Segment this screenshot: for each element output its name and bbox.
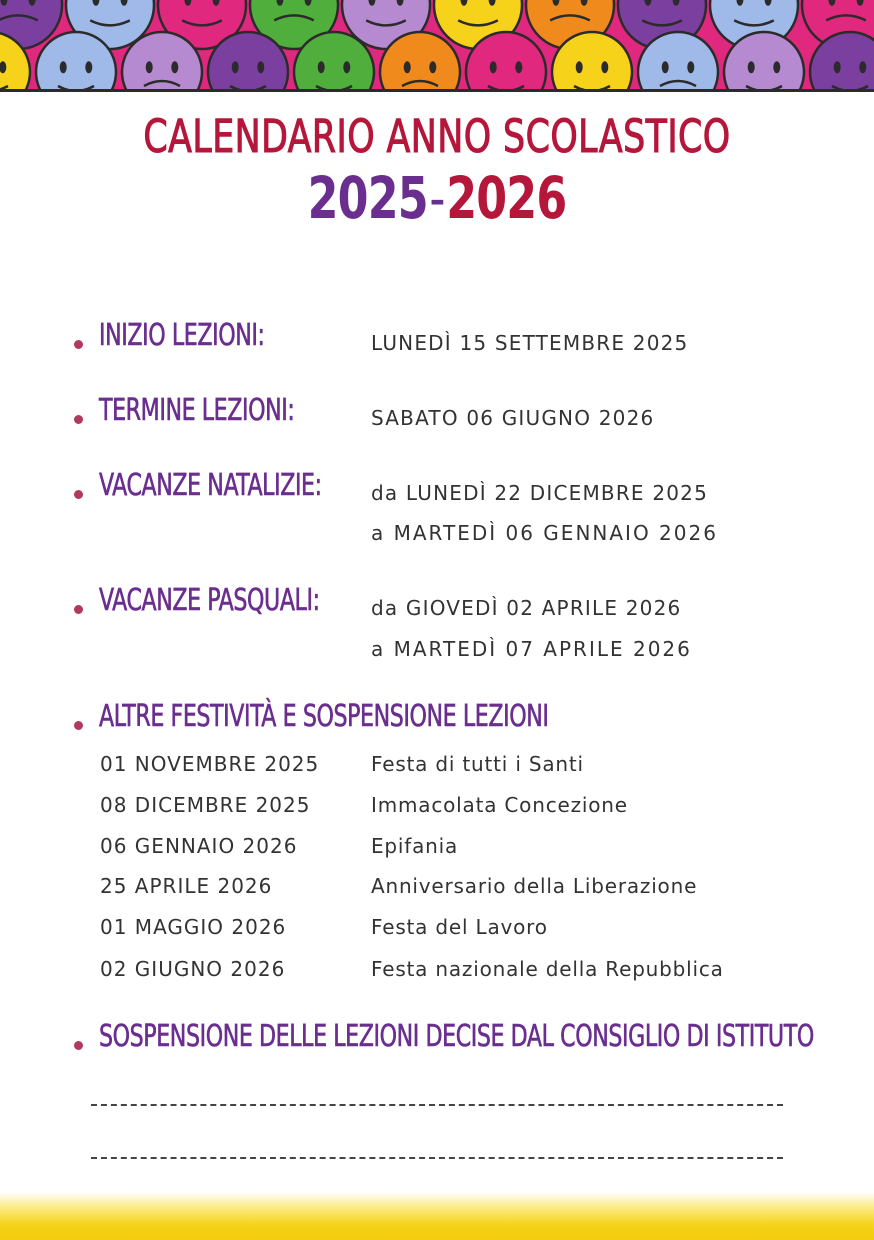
emoji-faces-icon [0,0,874,89]
holiday-date: 01 NOVEMBRE 2025 [100,752,320,776]
value-natale-end: a MARTEDÌ 06 GENNAIO 2026 [371,521,718,545]
blank-line [91,1104,783,1106]
label-inizio-lezioni: INIZIO LEZIONI: [99,318,265,353]
holiday-date: 02 GIUGNO 2026 [100,957,286,981]
year-end: 2026 [446,164,567,232]
holiday-date: 25 APRILE 2026 [100,874,273,898]
year-start: 2025 [307,164,428,232]
bullet-icon [74,340,83,349]
label-altre-festivita: ALTRE FESTIVITÀ E SOSPENSIONE LEZIONI [99,699,549,734]
holiday-name: Immacolata Concezione [371,793,628,817]
label-termine-lezioni: TERMINE LEZIONI: [99,393,295,428]
bullet-icon [74,1041,83,1050]
holiday-name: Festa del Lavoro [371,915,548,939]
page-title: CALENDARIO ANNO SCOLASTICO [143,110,731,163]
value-inizio-lezioni: LUNEDÌ 15 SETTEMBRE 2025 [371,331,689,355]
blank-line [91,1157,783,1159]
year-separator: - [429,164,445,232]
holiday-date: 08 DICEMBRE 2025 [100,793,311,817]
footer-band [0,1192,874,1240]
bullet-icon [74,605,83,614]
value-termine-lezioni: SABATO 06 GIUGNO 2026 [371,406,655,430]
value-natale-start: da LUNEDÌ 22 DICEMBRE 2025 [371,481,709,505]
holiday-name: Festa nazionale della Repubblica [371,957,724,981]
value-pasqua-start: da GIOVEDÌ 02 APRILE 2026 [371,596,682,620]
holiday-date: 01 MAGGIO 2026 [100,915,287,939]
value-pasqua-end: a MARTEDÌ 07 APRILE 2026 [371,637,692,661]
label-consiglio-istituto: SOSPENSIONE DELLE LEZIONI DECISE DAL CONSIGLIO DI ISTITUTO [99,1019,814,1054]
holiday-name: Epifania [371,834,459,858]
bullet-icon [74,415,83,424]
label-vacanze-pasquali: VACANZE PASQUALI: [99,583,320,618]
bullet-icon [74,721,83,730]
school-year [66,164,809,232]
holiday-name: Festa di tutti i Santi [371,752,584,776]
label-vacanze-natalizie: VACANZE NATALIZIE: [99,468,322,503]
bullet-icon [74,490,83,499]
holiday-name: Anniversario della Liberazione [371,874,698,898]
holiday-date: 06 GENNAIO 2026 [100,834,298,858]
emoji-banner [0,0,874,92]
